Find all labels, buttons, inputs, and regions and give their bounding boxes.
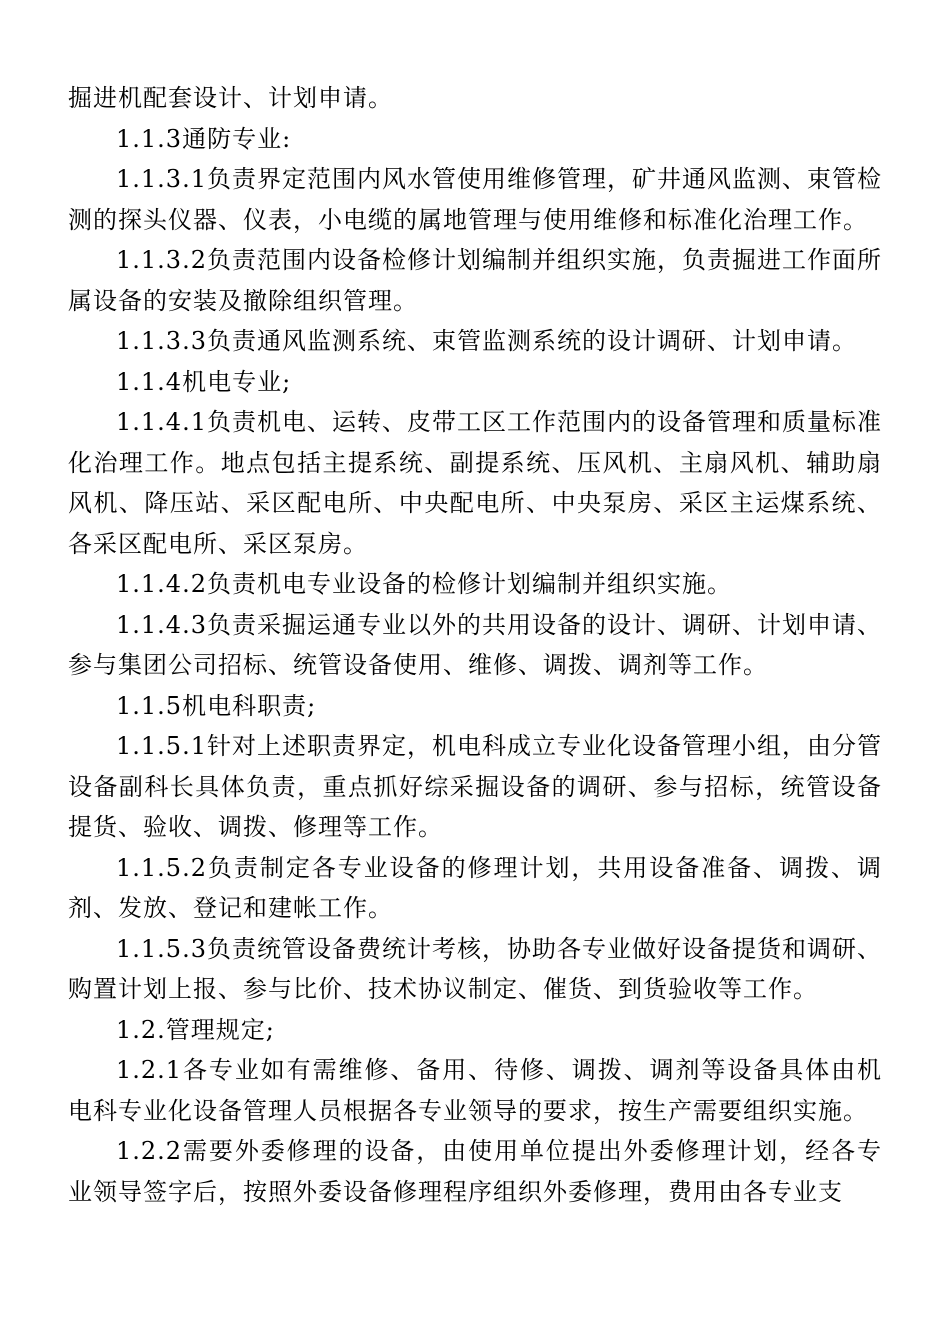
paragraph-1-1-3-2: 1.1.3.2负责范围内设备检修计划编制并组织实施，负责掘进工作面所属设备的安装及撤除组织管理。 [68,246,882,315]
heading-1-1-3: 1.1.3通防专业: [116,124,292,153]
document-body [68,78,882,1212]
paragraph-1-1-4-2: 1.1.4.2负责机电专业设备的检修计划编制并组织实施。 [116,570,732,598]
paragraph-1-1-4-1: 1.1.4.1负责机电、运转、皮带工区工作范围内的设备管理和质量标准化治理工作。地点包括主提系统、副提系统、压风机、主扇风机、辅助扇风机、降压站、采区配电所、中央配电所、中央泵房、采区主运煤系统、各采区配电所、采区泵房。 [68,408,882,558]
paragraph-1-1-4-3: 1.1.4.3负责采掘运通专业以外的共用设备的设计、调研、计划申请、参与集团公司招标、统管设备使用、维修、调拨、调剂等工作。 [68,610,882,679]
paragraph-1-1-3-1: 1.1.3.1负责界定范围内风水管使用维修管理，矿井通风监测、束管检测的探头仪器、仪表，小电缆的属地管理与使用维修和标准化治理工作。 [68,165,882,234]
paragraph-1-1-3-3: 1.1.3.3负责通风监测系统、束管监测系统的设计调研、计划申请。 [116,327,857,355]
paragraph-1-1-5-1: 1.1.5.1针对上述职责界定，机电科成立专业化设备管理小组，由分管设备副科长具体负责，重点抓好综采掘设备的调研、参与招标，统管设备提货、验收、调拨、修理等工作。 [68,732,882,841]
heading-1-2: 1.2.管理规定; [116,1015,275,1044]
heading-1-1-4: 1.1.4机电专业; [116,367,292,396]
heading-1-1-5: 1.1.5机电科职责; [116,691,317,720]
paragraph-1-2-2: 1.2.2需要外委修理的设备，由使用单位提出外委修理计划，经各专业领导签字后，按照外委设备修理程序组织外委修理，费用由各专业支 [68,1137,882,1206]
paragraph-1-1-5-3: 1.1.5.3负责统管设备费统计考核，协助各专业做好设备提货和调研、购置计划上报、参与比价、技术协议制定、催货、到货验收等工作。 [68,934,882,1003]
paragraph-1-2-1: 1.2.1各专业如有需维修、备用、待修、调拨、调剂等设备具体由机电科专业化设备管理人员根据各专业领导的要求，按生产需要组织实施。 [68,1056,882,1125]
paragraph-continuation: 掘进机配套设计、计划申请。 [68,84,393,112]
paragraph-1-1-5-2: 1.1.5.2负责制定各专业设备的修理计划，共用设备准备、调拨、调剂、发放、登记和建帐工作。 [68,853,882,922]
